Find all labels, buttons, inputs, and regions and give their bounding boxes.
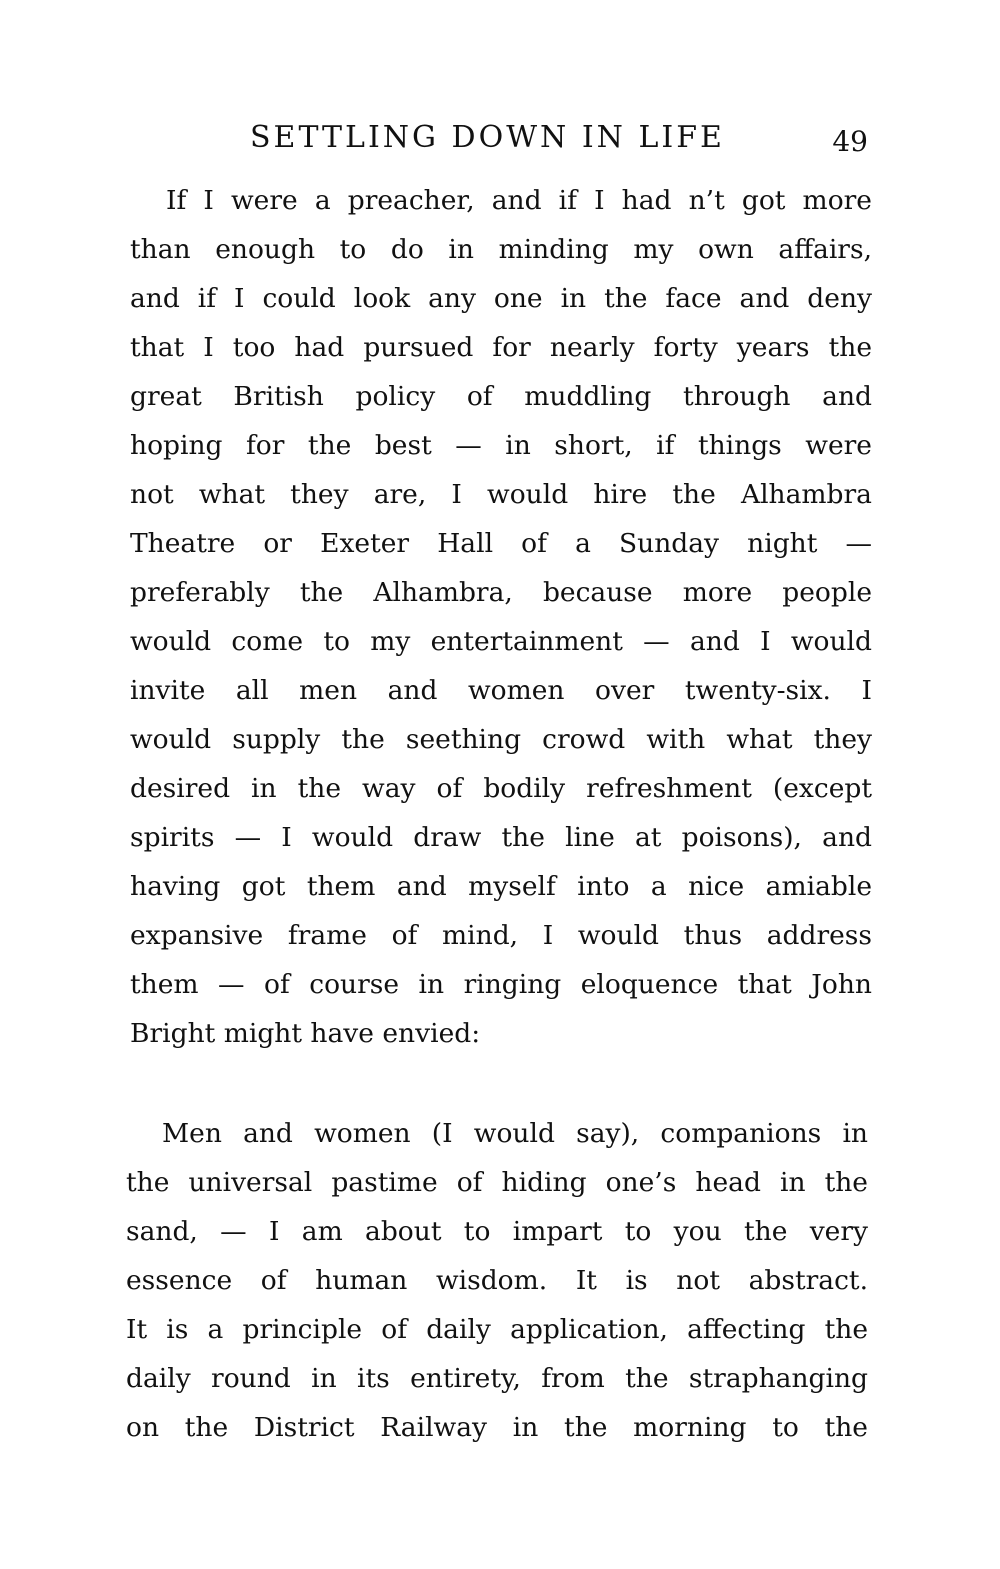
- text-line: sand, — I am about to impart to you the very: [126, 1216, 868, 1247]
- page-number: 49: [832, 125, 868, 158]
- text-line: on the District Railway in the morning to the: [126, 1412, 868, 1443]
- text-line: would supply the seething crowd with what they: [130, 724, 872, 755]
- text-line: than enough to do in minding my own affairs,: [130, 234, 872, 265]
- paragraph-1: [130, 176, 872, 1058]
- text-line: having got them and myself into a nice amiable: [130, 871, 872, 902]
- text-line: desired in the way of bodily refreshment (except: [130, 773, 872, 804]
- text-line: preferably the Alhambra, because more people: [130, 577, 872, 608]
- text-line: daily round in its entirety, from the straphanging: [126, 1363, 868, 1394]
- text-line: If I were a preacher, and if I had n’t got more: [166, 185, 872, 216]
- text-line: It is a principle of daily application, affecting the: [126, 1314, 868, 1345]
- text-line: invite all men and women over twenty-six. I: [130, 675, 872, 706]
- text-line: would come to my entertainment — and I would: [130, 626, 872, 657]
- text-line: great British policy of muddling through and: [130, 381, 872, 412]
- paragraph-2: [126, 1109, 868, 1452]
- text-line: expansive frame of mind, I would thus address: [130, 920, 872, 951]
- text-line: spirits — I would draw the line at poisons), and: [130, 822, 872, 853]
- text-line: essence of human wisdom. It is not abstract.: [126, 1265, 868, 1296]
- text-line: the universal pastime of hiding one’s head in the: [126, 1167, 868, 1198]
- text-line: Bright might have envied:: [130, 1018, 481, 1049]
- running-head: [130, 118, 870, 162]
- text-line: and if I could look any one in the face and deny: [130, 283, 872, 314]
- text-line: not what they are, I would hire the Alhambra: [130, 479, 872, 510]
- text-line: them — of course in ringing eloquence that John: [130, 969, 872, 1000]
- text-line: that I too had pursued for nearly forty years the: [130, 332, 872, 363]
- text-line: Men and women (I would say), companions in: [162, 1118, 868, 1149]
- text-line: Theatre or Exeter Hall of a Sunday night —: [130, 528, 872, 559]
- text-line: hoping for the best — in short, if things were: [130, 430, 872, 461]
- running-title: SETTLING DOWN IN LIFE: [250, 120, 725, 155]
